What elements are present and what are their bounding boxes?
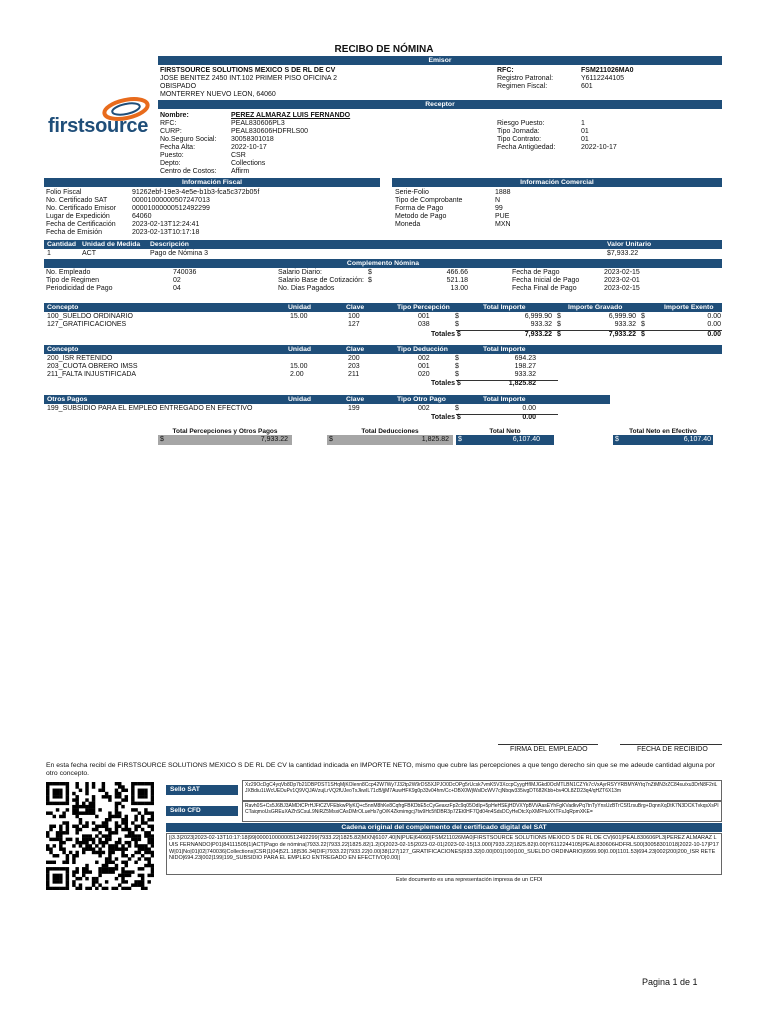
tipo-regimen-label: Tipo de Regimen [46,277,100,284]
total-deducciones-box [327,435,453,445]
perc-totales-exento-currency: $ [641,331,645,338]
fecha-emision-label: Fecha de Emisión [46,229,103,236]
dias-pagados: 13.00 [450,285,468,292]
header-unidad-medida: Unidad de Medida [82,241,141,248]
table-row [44,321,722,329]
salario-diario-currency: $ [368,269,372,276]
table-row [44,313,722,321]
ded-h-concepto: Concepto [47,346,79,353]
perc-h-tipo: Tipo Percepción [397,304,450,311]
cert-emisor: 00001000000512492299 [132,205,210,212]
perc-exento: 0.00 [707,321,721,328]
receptor-curp-label: CURP: [160,128,182,135]
fecha-certificacion-label: Fecha de Certificación [46,221,116,228]
emisor-address-2: OBISPADO [160,83,197,90]
total-neto-currency: $ [458,436,462,443]
fecha-pago: 2023-02-15 [604,269,640,276]
perc-currency: $ [455,321,459,328]
perc-concepto: 127_GRATIFICACIONES [47,321,127,328]
sbc: 521.18 [446,277,468,284]
receptor-nombre-label: Nombre: [160,112,189,119]
emisor-regimen-fiscal: 601 [581,83,593,90]
receptor-puesto-label: Puesto: [160,152,184,159]
perc-h-total: Total Importe [483,304,526,311]
concepto-cantidad: 1 [47,250,51,257]
firma-empleado: FIRMA DEL EMPLEADO [510,746,588,753]
sello-sat-box: Xz29OcDgC4yqVb8Dp7b21DBPDST1SHqMjKOlenn8Ccp42W7Wy7J32tp2W9rDS5XJPJO0DcOPg5rUcsk7vmK5V3XccpCyygHfIMJGkd0OcMTLBN1CZYk7cVxAyrRSYYRBMYAYtq7nZtMN3rZC84su/xu3DrN8F2riLJXBdiu1LWcUEDuPv1Q9VQJAVzujLrVQ2fUJeoTxJkwIL71cB/jjM7AuwHFK9g0p33v04hm/Cc+DBX0WjWslDcWV7cjNbqw335ivgDT682Kbb+bv4OL8ZD23q4/qHZT6X13m [242,780,722,801]
percepciones-totales-row [44,331,722,339]
tipo-comprobante-label: Tipo de Comprobante [395,197,463,204]
total-deducciones-label: Total Deducciones [361,428,419,435]
dias-pagados-label: No. Dias Pagados [278,285,335,292]
perc-clave: 100 [348,313,360,320]
perc-h-unidad: Unidad [288,304,312,311]
tipo-comprobante: N [495,197,501,204]
perc-currency: $ [455,313,459,320]
perc-currency-gravado: $ [557,321,561,328]
page-number: Pagina 1 de 1 [642,977,698,987]
no-empleado-label: No. Empleado [46,269,91,276]
tipo-regimen: 02 [173,277,181,284]
receptor-antiguedad-label: Fecha Antigüedad: [497,144,556,151]
cfdi-note: Este documento es una representación impresa de un CFDI [396,877,543,883]
fecha-inicial-label: Fecha Inicial de Pago [512,277,580,284]
folio-fiscal-label: Folio Fiscal [46,189,82,196]
perc-gravado: 6,999.90 [608,313,636,320]
perc-h-clave: Clave [346,304,365,311]
ded-h-clave: Clave [346,346,365,353]
sello-cfd-box: Ravh0S+Cs5J6BJ3AMDtCPrHJFtCZVFEbkwPlyKQ+c5nnM8hKe8CqfrgFBKDbE5cCyGeaxzFp2c9q05OdIp+5pHeHSEjHDVXYpBVVAasEYhFgKVadkvPq7tnTyYnsUzBTrCSf1rsuBrg+DqnnXqDtK7N3DCKTvkqsXsPICTaiqmoUsGREuXAZhSCsuL9NiRZ5MsxiCAsDMrOLueHs7gO/K4Zkmimgcj7tw9Hc5fiDBR3p7ZEt0HF7Qd04n4SdsDCyHeDtcXpXMFHuXXTFsJqRpmXKE= [242,801,722,822]
ded-total: 933.32 [514,371,536,378]
perc-clave: 127 [348,321,360,328]
total-percepciones-box [158,435,292,445]
table-row [44,371,722,379]
perc-tipo: 001 [418,313,430,320]
otros-total: 0.00 [522,405,536,412]
serie-folio: 1888 [495,189,511,196]
hr [620,744,722,745]
receptor-fecha-alta: 2022-10-17 [231,144,267,151]
total-neto: 6,107.40 [512,436,540,443]
total-efectivo-label: Total Neto en Efectivo [629,428,697,435]
otros-pagos-header [44,395,610,404]
serie-folio-label: Serie-Folio [395,189,429,196]
receptor-curp: PEAL830606HDFRLS00 [231,128,309,135]
otros-h-unidad: Unidad [288,396,312,403]
perc-total: 6,999.90 [524,313,552,320]
otros-h-total: Total Importe [483,396,526,403]
receptor-contrato-label: Tipo Contrato: [497,136,542,143]
ded-totales-label: Totales $ [431,380,461,387]
concepto-valor: $7,933.22 [607,250,639,257]
fecha-pago-label: Fecha de Pago [512,269,560,276]
perc-totales-gravado: 7,933.22 [608,331,636,338]
logo-text: firstsource [48,115,149,137]
concepto-unidad: ACT [82,250,96,257]
receptor-puesto: CSR [231,152,246,159]
otros-totales-label: Totales $ [431,414,461,421]
total-efectivo-currency: $ [615,436,619,443]
emisor-rfc-label: RFC: [497,67,514,74]
concepto-descripcion: Pago de Nómina 3 [150,250,208,257]
emisor-name: FIRSTSOURCE SOLUTIONS MEXICO S DE RL DE CV [160,67,336,74]
emisor-regimen-fiscal-label: Regimen Fiscal: [497,83,548,90]
forma-pago: 99 [495,205,503,212]
perc-h-exento: Importe Exento [664,304,714,311]
moneda: MXN [495,221,511,228]
emisor-rfc: FSM211026MA0 [581,67,634,74]
ded-total: 694.23 [514,355,536,362]
perc-currency-exento: $ [641,313,645,320]
deducciones-totales-row [44,380,722,388]
ded-concepto: 200_ISR RETENIDO [47,355,113,362]
perc-tipo: 038 [418,321,430,328]
perc-totales-exento: 0.00 [707,331,721,338]
total-percepciones-label: Total Percepciones y Otros Pagos [172,428,278,435]
ded-total: 198.27 [514,363,536,370]
emisor-registro-patronal: Y6112244105 [581,75,625,82]
receptor-riesgo-label: Riesgo Puesto: [497,120,545,127]
forma-pago-label: Forma de Pago [395,205,444,212]
emisor-address-1: JOSE BENITEZ 2450 INT.102 PRIMER PISO OFICINA 2 [160,75,337,82]
perc-exento: 0.00 [707,313,721,320]
receptor-centro-costos-label: Centro de Costos: [160,168,217,175]
lugar-expedicion-label: Lugar de Expedición [46,213,110,220]
moneda-label: Moneda [395,221,421,228]
otros-h-clave: Clave [346,396,365,403]
perc-totales-gravado-currency: $ [557,331,561,338]
otros-totales-row [44,414,722,422]
ded-concepto: 203_CUOTA OBRERO IMSS [47,363,138,370]
ded-h-total: Total Importe [483,346,526,353]
logo [46,95,151,141]
conceptos-header [44,240,722,249]
ded-clave: 200 [348,355,360,362]
sello-sat-label: Sello SAT [166,785,238,795]
sbc-label: Salario Base de Cotización: [278,277,364,284]
ded-concepto: 211_FALTA INJUSTIFICADA [47,371,137,378]
ded-tipo: 020 [418,371,430,378]
cadena-original-header: Cadena original del complemento del certificado digital del SAT [166,823,722,832]
header-valor-unitario: Valor Unitario [607,241,652,248]
lugar-expedicion: 64060 [132,213,152,220]
cert-sat-label: No. Certificado SAT [46,197,108,204]
emisor-address-3: MONTERREY NUEVO LEON, 64060 [160,91,276,98]
receptor-contrato: 01 [581,136,589,143]
receptor-centro-costos: Affirm [231,168,250,175]
percepciones-header [44,303,722,312]
info-fiscal-header: Información Fiscal [44,178,380,187]
concepto-row [44,250,722,258]
fecha-final-label: Fecha Final de Pago [512,285,577,292]
ded-unidad: 15.00 [290,363,308,370]
total-efectivo: 6,107.40 [683,436,711,443]
periodicidad: 04 [173,285,181,292]
declaration-text: En esta fecha recibí de FIRSTSOURCE SOLUTIONS MEXICO S DE RL DE CV la cantidad indicada en IMPORTE NETO, mismo que cubre las percepciones a que tengo derecho sin que se me adeude cantidad alguna por otro concepto. [46,762,715,777]
table-row [44,355,722,363]
ded-h-tipo: Tipo Deducción [397,346,448,353]
receptor-header: Receptor [158,100,722,109]
folio-fiscal: 91262ebf-19e3-4e5e-b1b3-fca5c372b05f [132,189,260,196]
deducciones-header [44,345,722,354]
receptor-antiguedad: 2022-10-17 [581,144,617,151]
receptor-rfc-label: RFC: [160,120,177,127]
perc-h-concepto: Concepto [47,304,79,311]
otros-totales-total: 0.00 [522,414,536,421]
hr [498,744,598,745]
salario-diario: 466.66 [446,269,468,276]
total-efectivo-box [613,435,713,445]
otros-concepto: 199_SUBSIDIO PARA EL EMPLEO ENTREGADO EN EFECTIVO [47,405,253,412]
header-descripcion: Descripción [150,241,189,248]
ded-tipo: 002 [418,355,430,362]
perc-unidad: 15.00 [290,313,308,320]
table-row [44,363,722,371]
metodo-pago-label: Metodo de Pago [395,213,447,220]
metodo-pago: PUE [495,213,510,220]
ded-unidad: 2.00 [290,371,304,378]
total-neto-box [456,435,554,445]
perc-currency-exento: $ [641,321,645,328]
otros-clave: 199 [348,405,360,412]
fecha-recibido: FECHA DE RECIBIDO [637,746,708,753]
perc-total: 933.32 [530,321,552,328]
receptor-riesgo: 1 [581,120,585,127]
perc-h-gravado: Importe Gravado [568,304,623,311]
receptor-depto-label: Depto: [160,160,181,167]
fecha-final: 2023-02-15 [604,285,640,292]
emisor-registro-patronal-label: Registro Patronal: [497,75,554,82]
fecha-inicial: 2023-02-01 [604,277,640,284]
no-empleado: 740036 [173,269,197,276]
receptor-depto: Collections [231,160,266,167]
complemento-header: Complemento Nómina [44,259,722,268]
ded-totales-total: 1,825.82 [508,380,536,387]
receptor-jornada-label: Tipo Jornada: [497,128,540,135]
periodicidad-label: Periodicidad de Pago [46,285,113,292]
header-cantidad: Cantidad [47,241,77,248]
fecha-emision: 2023-02-13T10:17:18 [132,229,200,236]
total-neto-label: Total Neto [489,428,521,435]
qr-code-icon [46,782,154,890]
salario-diario-label: Salario Diario: [278,269,322,276]
sbc-currency: $ [368,277,372,284]
table-row [44,405,722,413]
emisor-header: Emisor [158,56,722,65]
perc-concepto: 100_SUELDO ORDINARIO [47,313,133,320]
sello-cfd-label: Sello CFD [166,806,238,816]
receptor-fecha-alta-label: Fecha Alta: [160,144,196,151]
receptor-nss: 30058301018 [231,136,274,143]
perc-totales-label: Totales $ [431,331,461,338]
document-title: RECIBO DE NÓMINA [334,44,434,55]
cert-emisor-label: No. Certificado Emisor [46,205,117,212]
info-comercial-header: Información Comercial [392,178,722,187]
total-deducciones: 1,825.82 [421,436,449,443]
ded-clave: 203 [348,363,360,370]
receptor-jornada: 01 [581,128,589,135]
otros-h-tipo: Tipo Otro Pago [397,396,446,403]
receptor-nss-label: No.Seguro Social: [160,136,217,143]
ded-currency: $ [455,371,459,378]
otros-tipo: 002 [418,405,430,412]
receptor-nombre: PEREZ ALMARAZ LUIS FERNANDO [231,112,351,119]
otros-currency: $ [455,405,459,412]
qr-code [46,782,154,890]
total-percepciones-currency: $ [160,436,164,443]
receptor-rfc: PEAL830606PL3 [231,120,285,127]
total-deducciones-currency: $ [329,436,333,443]
perc-totales-total: 7,933.22 [524,331,552,338]
otros-h-concepto: Otros Pagos [47,396,88,403]
total-percepciones: 7,933.22 [260,436,288,443]
ded-clave: 211 [348,371,360,378]
cert-sat: 00001000000507247013 [132,197,210,204]
ded-h-unidad: Unidad [288,346,312,353]
ded-currency: $ [455,363,459,370]
perc-currency-gravado: $ [557,313,561,320]
cadena-original-box: ||3.3|2023|2023-02-13T10:17:18|99|00001000000512492299|7933.22|1825.82|MXN|6107.40|N|PUE|64060|FSM211026MA0|FIRSTSOURCE SOLUTIONS MEXICO S DE RL DE CV|601|PEAL830606PL3|PEREZ ALMARAZ LUIS FERNANDO|P01|84111505|1|ACT|Pago de nómina|7933.22|7933.22|1825.82|1.2|O|2023-02-15|2023-02-01|2023-02-15|13.000|7933.22|1825.82|0.00|Y6112244105|PEAL830606HDFRLS00|30058301018|2022-10-17|P17W|01|No|01|02|740036|Collections|CSR|1|04|521.18|536.34|DIF|7933.22|7933.22|0.00|38|127|127_GRATIFICACIONES|933.32|0.00|001|100|100_SUELDO ORDINARIO|6999.90|0.00|1101.53|694.23|002|200|200_ISR RETENIDO|694.23|002|199|199_SUBSIDIO PARA EL EMPLEO ENTREGADO EN EFECTIVO|0.00|| [166,833,722,875]
fecha-certificacion: 2023-02-13T12:24:41 [132,221,200,228]
ded-tipo: 001 [418,363,430,370]
perc-gravado: 933.32 [614,321,636,328]
ded-currency: $ [455,355,459,362]
